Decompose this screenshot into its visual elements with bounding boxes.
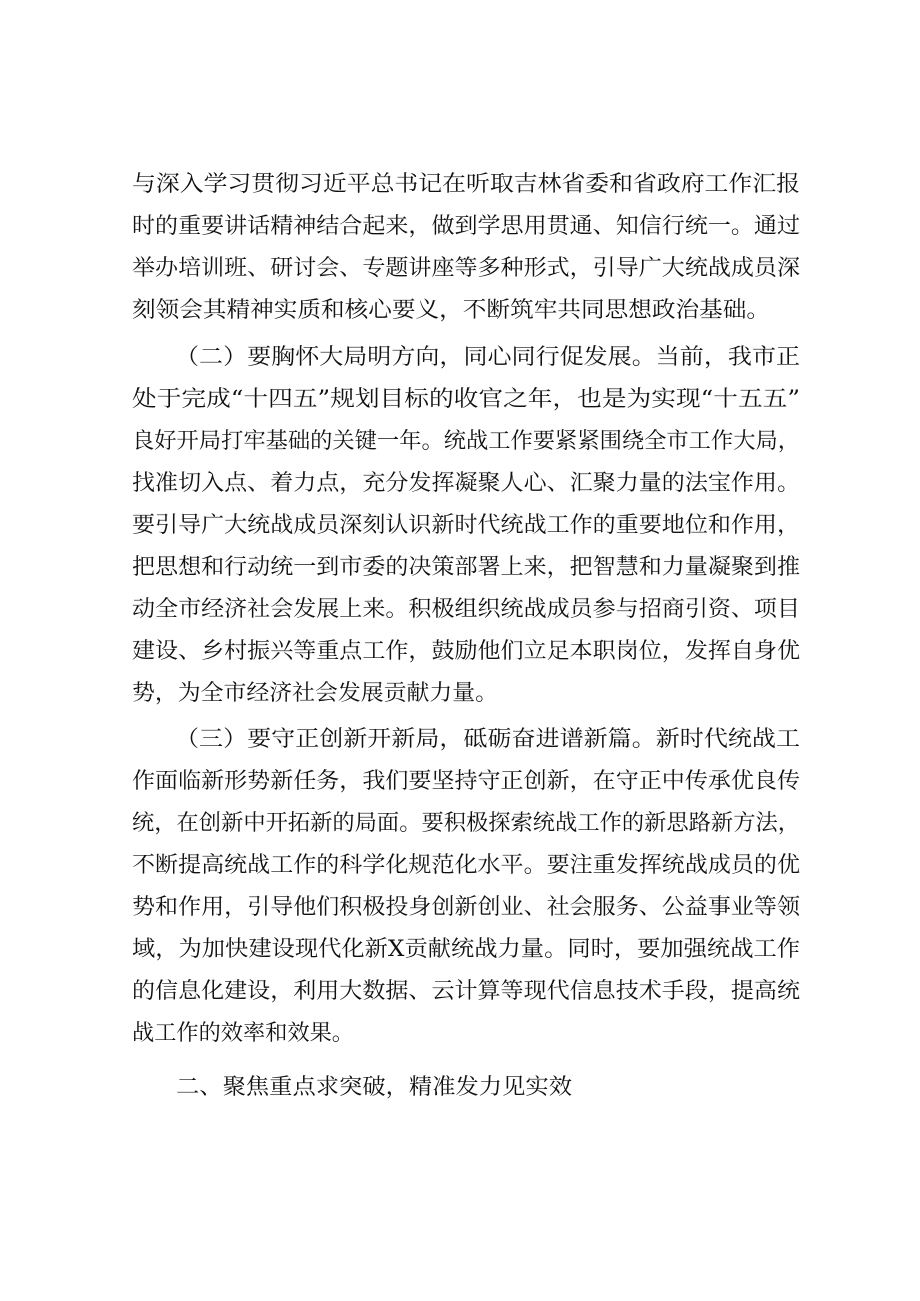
line-text: 刻领会其精神实质和核心要义，不断筑牢共同思想政治基础。 xyxy=(132,298,770,323)
line-text: 要引导广大统战成员深刻认识新时代统战工作的重要地位和作用， xyxy=(132,513,801,538)
text-line xyxy=(0,634,920,670)
text-line xyxy=(0,251,920,287)
line-text: （二）要胸怀大局明方向，同心同行促发展。当前，我市正 xyxy=(175,345,800,370)
heading-line xyxy=(0,1070,920,1106)
text-line xyxy=(0,890,920,926)
line-text: 建设、乡村振兴等重点工作，鼓励他们立足本职岗位，发挥自身优 xyxy=(132,639,801,664)
text-line xyxy=(0,550,920,586)
text-line xyxy=(0,764,920,800)
line-text: 不断提高统战工作的科学化规范化水平。要注重发挥统战成员的优 xyxy=(132,853,801,878)
text-line xyxy=(0,806,920,842)
text-line xyxy=(0,592,920,628)
text-line xyxy=(0,293,920,329)
text-line xyxy=(0,382,920,418)
line-text: 势，为全市经济社会发展贡献力量。 xyxy=(132,681,498,706)
line-text: 时的重要讲话精神结合起来，做到学思用贯通、知信行统一。通过 xyxy=(132,214,801,239)
text-line xyxy=(0,932,920,968)
text-line xyxy=(0,974,920,1010)
line-text: 势和作用，引导他们积极投身创新创业、社会服务、公益事业等领 xyxy=(132,895,801,920)
text-line xyxy=(0,424,920,460)
line-text: 与深入学习贯彻习近平总书记在听取吉林省委和省政府工作汇报 xyxy=(132,172,801,197)
text-line xyxy=(0,1016,920,1052)
line-text: （三）要守正创新开新局，砥砺奋进谱新篇。新时代统战工 xyxy=(175,727,800,752)
line-text: 统，在创新中开拓新的局面。要积极探索统战工作的新思路新方法， xyxy=(132,811,800,836)
text-line xyxy=(0,340,920,376)
line-text: 举办培训班、研讨会、专题讲座等多种形式，引导广大统战成员深 xyxy=(132,256,801,281)
text-line xyxy=(0,508,920,544)
text-line xyxy=(0,848,920,884)
line-text: 战工作的效率和效果。 xyxy=(132,1021,354,1046)
text-line xyxy=(0,466,920,502)
text-line xyxy=(0,722,920,758)
text-line xyxy=(0,167,920,203)
heading-text: 二、聚焦重点求突破，精准发力见实效 xyxy=(176,1075,572,1100)
line-text: 处于完成“十四五”规划目标的收官之年，也是为实现“十五五” xyxy=(132,387,801,412)
line-text: 找准切入点、着力点，充分发挥凝聚人心、汇聚力量的法宝作用。 xyxy=(132,471,801,496)
text-line xyxy=(0,676,920,712)
line-text: 的信息化建设，利用大数据、云计算等现代信息技术手段，提高统 xyxy=(132,979,801,1004)
line-text: 域，为加快建设现代化新X贡献统战力量。同时，要加强统战工作 xyxy=(132,937,800,962)
line-text: 良好开局打牢基础的关键一年。统战工作要紧紧围绕全市工作大局， xyxy=(132,429,800,454)
text-line xyxy=(0,209,920,245)
line-text: 动全市经济社会发展上来。积极组织统战成员参与招商引资、项目 xyxy=(132,597,801,622)
line-text: 把思想和行动统一到市委的决策部署上来，把智慧和力量凝聚到推 xyxy=(132,555,801,580)
line-text: 作面临新形势新任务，我们要坚持守正创新，在守正中传承优良传 xyxy=(132,769,801,794)
